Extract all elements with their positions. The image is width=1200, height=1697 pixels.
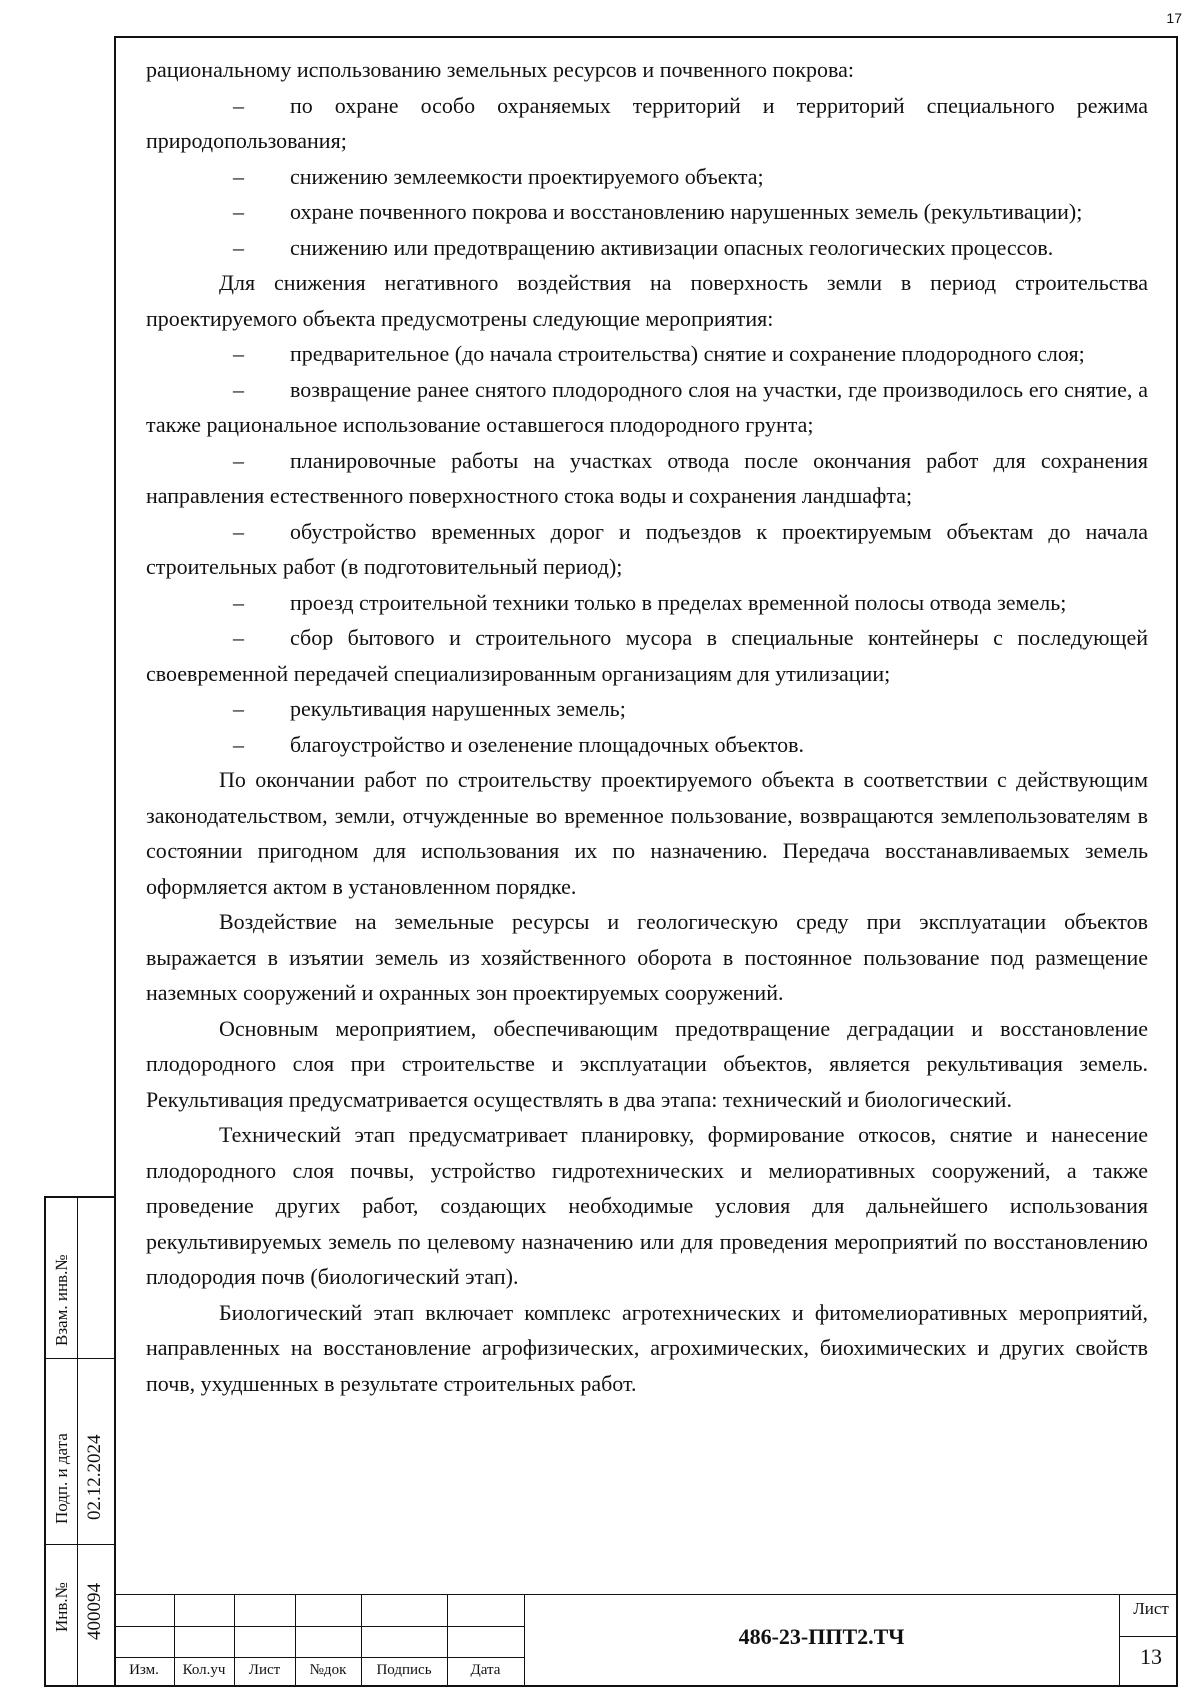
paragraph: [146, 265, 1148, 336]
side-vzam-label: Взам. инв.№: [52, 1254, 71, 1346]
paragraph-text: рекультивация нарушенных земель;: [290, 696, 626, 721]
document-code: 486-23-ППТ2.ТЧ: [738, 1624, 905, 1649]
dash-marker: –: [233, 376, 244, 402]
paragraph: [146, 1117, 1148, 1295]
bullet-paragraph: [146, 372, 1148, 443]
sheet-label: Лист: [1133, 1599, 1169, 1618]
tb-label-podpis: Подпись: [376, 1662, 432, 1678]
dash-marker: –: [233, 518, 244, 544]
side-podp-value: 02.12.2024: [84, 1434, 105, 1520]
paragraph: [146, 904, 1148, 1011]
dash-marker: –: [233, 234, 244, 260]
bullet-paragraph: [146, 230, 1148, 266]
paragraph-text: По окончании работ по строительству проектируемого объекта в соответствии с действующим законодательством, земли, отчужденные во временное пользование, возвращаются землепользователям в состоянии пригодном для использования их по назначению. Передача восстанавливаемых земель оформляется актом в установленном порядке.: [146, 767, 1148, 899]
paragraph-text: обустройство временных дорог и подъездов к проектируемым объектам до начала строительных работ (в подготовительный период);: [146, 518, 1148, 579]
dash-marker: –: [233, 447, 244, 473]
tb-label-kol: Кол.уч: [182, 1662, 226, 1678]
side-inv-value: 400094: [84, 1583, 105, 1640]
tb-label-ndok: №док: [309, 1662, 347, 1678]
paragraph-text: предварительное (до начала строительства) снятие и сохранение плодородного слоя;: [290, 341, 1085, 366]
paragraph-text: Биологический этап включает комплекс агротехнических и фитомелиоративных мероприятий, направленных на восстановление агрофизических, агрохимических, биохимических и других свойств почв, ухудшенных в результате строительных работ.: [146, 1299, 1148, 1396]
dash-marker: –: [233, 696, 244, 721]
paragraph: [146, 52, 1148, 88]
tb-label-izm: Изм.: [129, 1662, 159, 1678]
document-body: [146, 52, 1148, 1401]
paragraph-text: возвращение ранее снятого плодородного слоя на участки, где производилось его снятие, а также рациональное использование оставшегося плодородного грунта;: [146, 376, 1148, 437]
paragraph-text: Основным мероприятием, обеспечивающим предотвращение деградации и восстановление плодородного слоя при строительстве и эксплуатации объектов, является рекультивация земель. Рекультивация предусматривается осуществлять в два этапа: технический и биологический.: [146, 1015, 1148, 1112]
title-block: [114, 1594, 1178, 1687]
paragraph-text: благоустройство и озеленение площадочных объектов.: [290, 731, 804, 757]
tb-label-list: Лист: [248, 1662, 281, 1678]
dash-marker: –: [233, 731, 244, 757]
bullet-paragraph: [146, 620, 1148, 691]
paragraph-text: Технический этап предусматривает планировку, формирование откосов, снятие и нанесение плодородного слоя почвы, устройство гидротехнических и мелиоративных сооружений, а также проведение других работ, создающих необходимые условия для дальнейшего использования рекультивируемых земель по целевому назначению или для проведения мероприятий по восстановлению плодородия почв (биологический этап).: [146, 1122, 1148, 1289]
dash-marker: –: [233, 625, 244, 650]
side-podp-label: Подп. и дата: [52, 1433, 71, 1524]
tb-label-data: Дата: [470, 1662, 501, 1678]
bullet-paragraph: [146, 514, 1148, 585]
bullet-paragraph: [146, 88, 1148, 159]
side-stamp: [44, 1196, 114, 1687]
bullet-paragraph: [146, 727, 1148, 763]
page-number-top: 17: [1166, 10, 1182, 26]
dash-marker: –: [233, 589, 244, 615]
dash-marker: –: [233, 199, 244, 224]
paragraph-text: по охране особо охраняемых территорий и территорий специального режима природопользования;: [146, 92, 1148, 153]
side-inv-label: Инв.№: [52, 1582, 71, 1632]
dash-marker: –: [233, 92, 244, 118]
paragraph: [146, 762, 1148, 904]
bullet-paragraph: [146, 194, 1148, 230]
bullet-paragraph: [146, 585, 1148, 621]
dash-marker: –: [233, 163, 244, 189]
bullet-paragraph: [146, 336, 1148, 372]
paragraph: [146, 1011, 1148, 1118]
paragraph-text: сбор бытового и строительного мусора в специальные контейнеры с последующей своевременной передачей специализированным организациям для утилизации;: [146, 625, 1148, 686]
paragraph-text: снижению землеемкости проектируемого объекта;: [290, 163, 764, 189]
dash-marker: –: [233, 341, 244, 366]
paragraph-text: Для снижения негативного воздействия на поверхность земли в период строительства проектируемого объекта предусмотрены следующие мероприятия:: [146, 270, 1148, 331]
paragraph: [146, 1295, 1148, 1402]
bullet-paragraph: [146, 691, 1148, 727]
paragraph-text: охране почвенного покрова и восстановлению нарушенных земель (рекультивации);: [290, 199, 1083, 224]
paragraph-text: планировочные работы на участках отвода после окончания работ для сохранения направления естественного поверхностного стока воды и сохранения ландшафта;: [146, 447, 1148, 508]
paragraph-text: Воздействие на земельные ресурсы и геологическую среду при эксплуатации объектов выражается в изъятии земель из хозяйственного оборота в постоянное пользование под размещение наземных сооружений и охранных зон проектируемых сооружений.: [146, 909, 1148, 1005]
bullet-paragraph: [146, 443, 1148, 514]
paragraph-text: проезд строительной техники только в пределах временной полосы отвода земель;: [290, 589, 1067, 615]
paragraph-text: рациональному использованию земельных ресурсов и почвенного покрова:: [146, 57, 854, 82]
sheet-number: 13: [1140, 1644, 1162, 1669]
bullet-paragraph: [146, 159, 1148, 195]
paragraph-text: снижению или предотвращению активизации опасных геологических процессов.: [290, 234, 1054, 260]
